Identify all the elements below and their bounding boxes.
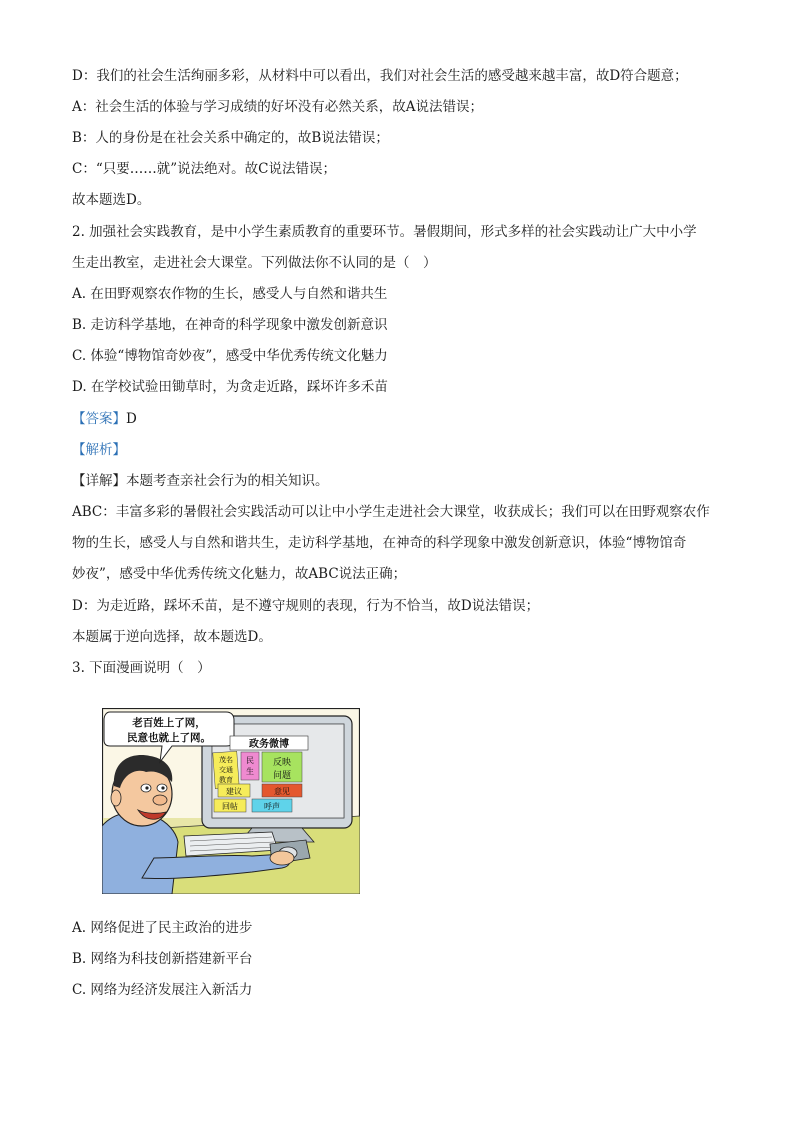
answer-tag: 【答案】 bbox=[72, 411, 126, 427]
note-maoming-1: 茂名 bbox=[219, 756, 233, 764]
screen-title: 政务微博 bbox=[249, 739, 289, 750]
detail-abc-line2: 物的生长，感受人与自然和谐共生，走访科学基地，在神奇的科学现象中激发创新意识，体验“博物馆奇 bbox=[72, 535, 687, 551]
analysis-line bbox=[72, 440, 126, 460]
question-3-option-c: C. 网络为经济发展注入新活力 bbox=[72, 982, 253, 998]
detail-abc-line3: 妙夜”，感受中华优秀传统文化魅力，故ABC说法正确； bbox=[72, 566, 407, 582]
note-husheng: 呼声 bbox=[264, 802, 280, 811]
note-maoming-2: 交通 bbox=[219, 766, 233, 774]
comic-illustration bbox=[102, 708, 360, 894]
explanation-line-b: B：人的身份是在社会关系中确定的，故B说法错误； bbox=[72, 130, 389, 146]
note-jianyi: 建议 bbox=[226, 787, 242, 796]
analysis-tag: 【解析】 bbox=[72, 442, 126, 458]
explanation-line-a: A：社会生活的体验与学习成绩的好坏没有必然关系，故A说法错误； bbox=[72, 99, 483, 115]
answer-value: D bbox=[126, 411, 137, 427]
conclusion-line: 故本题选D。 bbox=[72, 192, 151, 208]
question-2-stem-line1: 2. 加强社会实践教育，是中小学生素质教育的重要环节。暑假期间，形式多样的社会实践动让广大中小学 bbox=[72, 224, 697, 240]
detail-d-line: D：为走近路，踩坏禾苗，是不遵守规则的表现，行为不恰当，故D说法错误； bbox=[72, 598, 540, 614]
question-2-option-c: C. 体验“博物馆奇妙夜”，感受中华优秀传统文化魅力 bbox=[72, 348, 388, 364]
question-2-option-b: B. 走访科学基地，在神奇的科学现象中激发创新意识 bbox=[72, 317, 388, 333]
detail-abc-line1: ABC：丰富多彩的暑假社会实践活动可以让中小学生走进社会大课堂，收获成长；我们可以在田野观察农作 bbox=[72, 504, 710, 520]
note-huitie: 回帖 bbox=[222, 802, 238, 811]
question-3-stem: 3. 下面漫画说明（ ） bbox=[72, 660, 211, 676]
answer-line bbox=[72, 409, 137, 429]
question-2-option-a: A. 在田野观察农作物的生长，感受人与自然和谐共生 bbox=[72, 286, 388, 302]
explanation-line-d: D：我们的社会生活绚丽多彩，从材料中可以看出，我们对社会生活的感受越来越丰富，故D符合题意； bbox=[72, 68, 688, 84]
question-2-option-d: D. 在学校试验田锄草时，为贪走近路，踩坏许多禾苗 bbox=[72, 379, 388, 395]
speech-line-1: 老百姓上了网， bbox=[132, 717, 206, 729]
note-fanying-2: 问题 bbox=[272, 771, 292, 781]
note-maoming-3: 教育 bbox=[219, 776, 233, 784]
question-3-option-b: B. 网络为科技创新搭建新平台 bbox=[72, 951, 253, 967]
detail-conclusion-line: 本题属于逆向选择，故本题选D。 bbox=[72, 629, 272, 645]
speech-line-2: 民意也就上了网。 bbox=[127, 732, 211, 744]
explanation-line-c: C：“只要……就”说法绝对。故C说法错误； bbox=[72, 161, 336, 177]
question-3-option-a: A. 网络促进了民主政治的进步 bbox=[72, 920, 253, 936]
detail-tag: 【详解】 bbox=[72, 473, 126, 489]
detail-text: 本题考查亲社会行为的相关知识。 bbox=[126, 473, 329, 489]
note-yijian: 意见 bbox=[274, 787, 290, 796]
question-2-stem-line2: 生走出教室，走进社会大课堂。下列做法你不认同的是（ ） bbox=[72, 255, 437, 271]
note-minsheng-2: 生 bbox=[246, 767, 254, 776]
detail-line bbox=[72, 471, 329, 491]
note-fanying-1: 反映 bbox=[272, 758, 292, 768]
note-minsheng-1: 民 bbox=[246, 756, 254, 765]
